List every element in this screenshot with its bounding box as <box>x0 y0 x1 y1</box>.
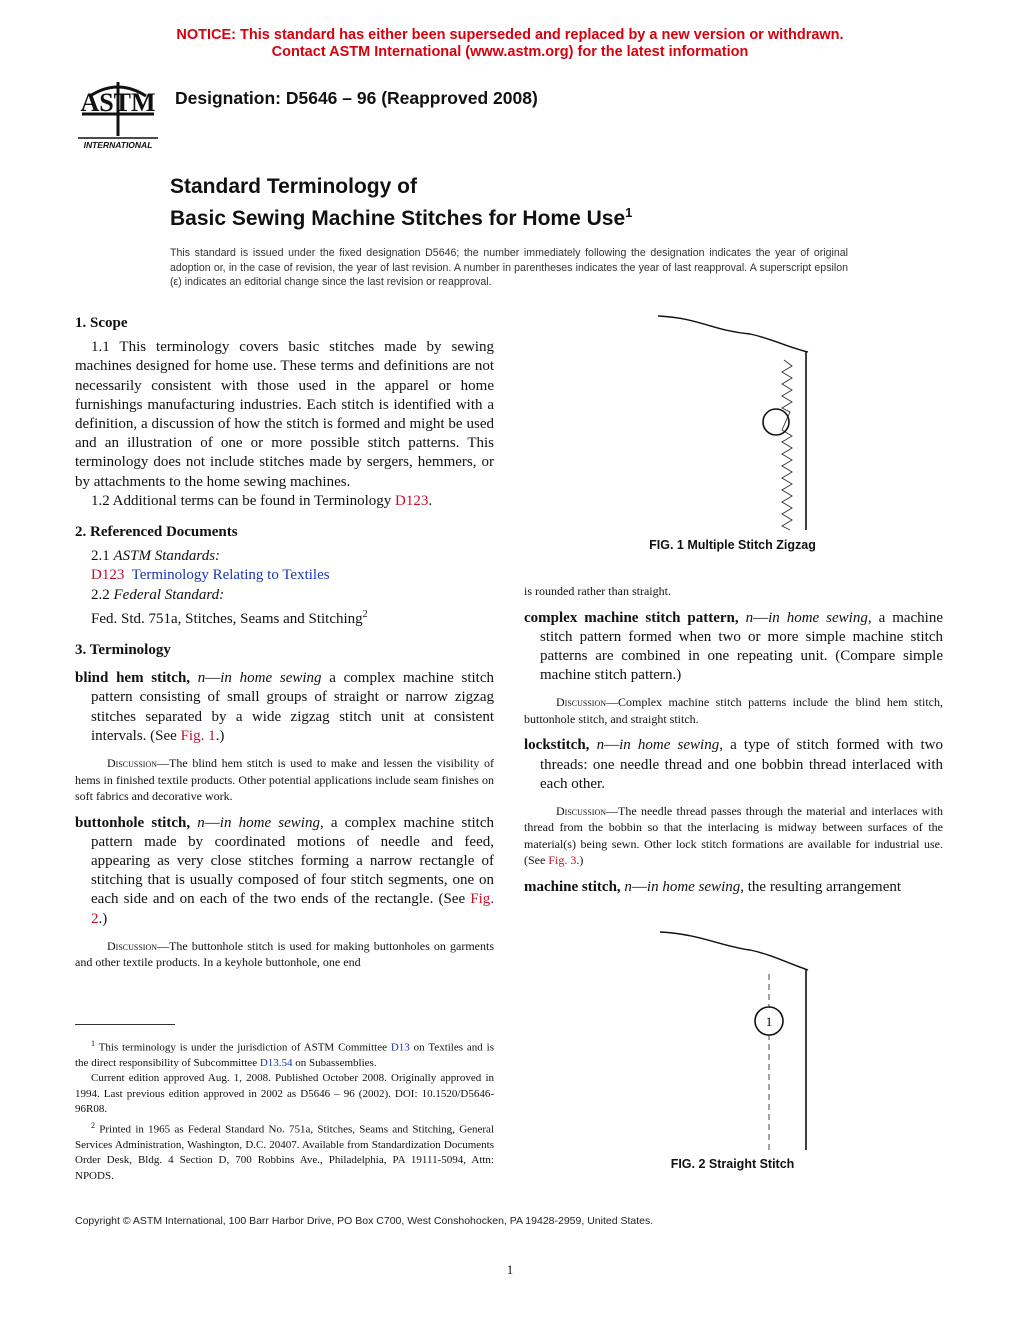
noun-label: n <box>197 670 206 687</box>
noun-label: n <box>596 737 605 754</box>
blind-hem-discussion <box>75 755 494 805</box>
fig-2-caption: FIG. 2 Straight Stitch <box>670 1157 795 1171</box>
context-label: in home sewing <box>646 878 741 895</box>
d123-reference[interactable] <box>75 566 494 585</box>
term-buttonhole-name: buttonhole stitch, <box>75 814 191 831</box>
astm-standards-label <box>75 547 494 566</box>
copyright: Copyright © ASTM International, 100 Barr Harbor Drive, PO Box C700, West Conshohocken, PA 19428-2959, United States. <box>75 1215 654 1227</box>
buttonhole-discussion <box>75 938 494 971</box>
d123-ref-title[interactable]: Terminology Relating to Textiles <box>131 567 330 584</box>
footnote-1-text-b: on Textiles and is the direct responsibility of Subcommittee <box>75 1041 494 1070</box>
figure-2 <box>650 928 830 1154</box>
federal-standard-num: 2.2 <box>91 586 114 603</box>
complex-definition: , a machine stitch pattern formed when two or more simple machine stitch patterns are combined in one repeating unit. (Compare simple machine stitch pattern.) <box>540 609 944 684</box>
fig-3-link[interactable]: Fig. 3 <box>548 853 577 868</box>
term-blind-hem-stitch: blind hem stitch, n—in home sewing a complex machine stitch pattern consisting of small groups of straight or narrow zigzag stitches separated by a wide zigzag stitch unit at consistent intervals. (See Fig. 1.) <box>75 670 495 744</box>
logo-letters: ASTM <box>80 88 156 117</box>
term-lockstitch: lockstitch, n—in home sewing, a type of stitch formed with two threads: one needle thread and one bobbin thread interlaced with each other. <box>524 737 943 792</box>
federal-standard-label <box>75 586 494 605</box>
scope-para-2-end: . <box>428 492 433 509</box>
term-complex-machine-stitch-pattern: complex machine stitch pattern, n—in home sewing, a machine stitch pattern formed when two or more simple machine stitch patterns are combined in one repeating unit. (Compare simple machine stitch pattern.) <box>524 609 944 684</box>
footnote-2-mark: 2 <box>91 1120 95 1130</box>
term-machine-stitch-name: machine stitch, <box>524 878 621 895</box>
fed-std-footnote-mark: 2 <box>362 608 368 620</box>
noun-label: n <box>745 609 754 626</box>
blind-hem-definition: a complex machine stitch pattern consisting of small groups of straight or narrow zigzag stitches separated by a wide zigzag stitch unit at consistent intervals. (See <box>91 670 495 744</box>
buttonhole-definition-end: .) <box>98 910 108 927</box>
footnote-2 <box>75 1118 494 1184</box>
context-label: in home sewing <box>619 737 720 754</box>
footnote-2-text: Printed in 1965 as Federal Standard No. 751a, Stitches, Seams and Stitching, General Services Administration, Washington, D.C. 20407. Available from Standardization Documents Order Desk, Bldg. 4 Section D, 700 Robbins Ave., Philadelphia, PA 19111-5094, Attn: NPODS. <box>75 1123 494 1182</box>
astm-logo <box>76 76 160 154</box>
astm-standards-num: 2.1 <box>91 548 114 565</box>
referenced-heading: 2. Referenced Documents <box>75 524 238 541</box>
fig-2-straight-stitch-drawing <box>650 928 830 1154</box>
designation: Designation: D5646 – 96 (Reapproved 2008) <box>175 88 538 108</box>
scope-para-1: 1.1 This terminology covers basic stitches made by sewing machines designed for home use. These terms and definitions are not necessarily consistent with those used in the apparel or home furnishings manufacturing industries. Each stitch is identified with a definition, a discussion of how the stitch is formed and might be used and an illustration of one or more possible stitch patterns. This terminology does not include stitches made by sergers, hemmers, or by attachments to the home sewing machines. <box>75 339 494 490</box>
noun-label: n <box>624 878 632 895</box>
astm-logo-icon <box>76 76 160 154</box>
lockstitch-discussion-end: .) <box>576 853 584 868</box>
fed-std-reference <box>75 605 494 629</box>
lockstitch-definition: , a type of stitch formed with two threads: one needle thread and one bobbin thread interlaced with each other. <box>540 737 943 792</box>
buttonhole-discussion-continued: is rounded rather than straight. <box>524 584 671 598</box>
footnote-1-edition: Current edition approved Aug. 1, 2008. Published October 2008. Originally approved in 1994. Last previous edition approved in 2002 as D5646 – 96 (2002). DOI: 10.1520/D5646-96R08. <box>75 1072 494 1116</box>
buttonhole-discussion-text: —The buttonhole stitch is used for making buttonholes on garments and other textile products. In a keyhole buttonhole, one end <box>75 938 494 970</box>
scope-heading: 1. Scope <box>75 315 128 331</box>
intro-paragraph: This standard is issued under the fixed designation D5646; the number immediately following the designation indicates the year of original adoption or, in the case of revision, the year of last revision. A number in parentheses indicates the year of last reapproval. A superscript epsilon (ε) indicates an editorial change since the last revision or reapproval. <box>170 247 848 289</box>
fig-1-zigzag-drawing <box>640 312 830 537</box>
page-number: 1 <box>506 1262 514 1277</box>
title-line-2-text: Basic Sewing Machine Stitches for Home Use <box>170 207 626 230</box>
left-column <box>75 314 494 971</box>
document-title <box>170 174 632 232</box>
footnote-1-mark: 1 <box>91 1039 95 1048</box>
d123-link[interactable]: D123 <box>395 492 429 509</box>
discussion-label: Discussion <box>107 756 158 771</box>
title-line-1: Standard Terminology of <box>170 175 417 198</box>
lockstitch-discussion-text: —The needle thread passes through the material and interlaces with thread from the bobbin so that the interlacing is midway between surfaces of the material(s) being sewn. Other lock stitch formations are available for industrial use. (See <box>524 803 943 868</box>
footnotes <box>75 1036 494 1184</box>
noun-label: n <box>197 814 205 831</box>
discussion-label: Discussion <box>556 803 607 818</box>
blind-hem-definition-end: .) <box>215 727 225 744</box>
fig-2-link[interactable]: Fig. 2 <box>91 891 494 927</box>
discussion-label: Discussion <box>556 695 607 710</box>
buttonhole-definition: , a complex machine stitch pattern made by coordinated motions of needle and feed, appearing as very close stitches forming a narrow rectangle of stitching that is usually composed of four stitch segments, one on each side and on each of the two ends of the rectangle. (See <box>91 814 494 908</box>
scope-para-2-text: 1.2 Additional terms can be found in Terminology <box>91 492 396 509</box>
context-label: in home sewing <box>220 670 322 687</box>
term-lockstitch-name: lockstitch, <box>524 737 590 754</box>
terminology-heading: 3. Terminology <box>75 642 171 659</box>
lockstitch-discussion <box>524 803 943 869</box>
context-label: in home sewing <box>768 609 868 626</box>
title-footnote-mark: 1 <box>625 205 633 220</box>
logo-subtitle: INTERNATIONAL <box>83 140 153 150</box>
footnote-rule <box>75 1024 175 1025</box>
notice-line-2: Contact ASTM International (www.astm.org) for the latest information <box>271 44 749 60</box>
footnote-1-text-a: This terminology is under the jurisdiction of ASTM Committee <box>95 1041 391 1054</box>
fig-2-marker: 1 <box>765 1014 773 1029</box>
scope-para-2 <box>75 492 494 511</box>
term-buttonhole-stitch: buttonhole stitch, n—in home sewing, a complex machine stitch pattern made by coordinated motions of needle and feed, appearing as very close stitches forming a narrow rectangle of stitching that is usually composed of four stitch segments, one on each side and on each of the two ends of the rectangle. (See Fig. 2.) <box>75 814 494 927</box>
complex-discussion-text: —Complex machine stitch patterns include the blind hem stitch, buttonhole stitch, and straight stitch. <box>524 695 943 726</box>
title-line-2 <box>170 200 632 232</box>
notice-banner <box>0 27 1020 61</box>
fig-1-caption: FIG. 1 Multiple Stitch Zigzag <box>649 538 816 552</box>
astm-standards-text: ASTM Standards: <box>113 548 221 565</box>
context-label: in home sewing <box>219 814 320 831</box>
figure-1 <box>640 312 830 537</box>
notice-line-1: NOTICE: This standard has either been superseded and replaced by a new version or withdrawn. <box>176 27 844 43</box>
d123-ref-code[interactable]: D123 <box>91 567 125 584</box>
footnote-1 <box>75 1036 494 1071</box>
term-blind-hem-name: blind hem stitch, <box>75 670 191 687</box>
federal-standard-text: Federal Standard: <box>113 586 225 603</box>
footnote-1-text-c: on Subassemblies. <box>292 1057 377 1070</box>
committee-d13-link[interactable]: D13 <box>390 1041 410 1054</box>
right-column <box>524 583 943 897</box>
fed-std-text: Fed. Std. 751a, Stitches, Seams and Stitching <box>91 610 363 627</box>
blind-hem-discussion-text: —The blind hem stitch is used to make and lessen the visibility of hems in finished textile products. Other potential applications include seam finishes on soft fabrics and decorative work. <box>75 756 494 804</box>
subcommittee-d13-54-link[interactable]: D13.54 <box>259 1057 293 1070</box>
fig-1-link[interactable]: Fig. 1 <box>180 727 216 744</box>
term-machine-stitch: machine stitch, n—in home sewing, the resulting arrangement <box>524 878 902 895</box>
term-complex-name: complex machine stitch pattern, <box>524 609 739 626</box>
machine-stitch-definition: , the resulting arrangement <box>740 878 902 895</box>
discussion-label: Discussion <box>107 938 158 953</box>
complex-discussion <box>524 694 943 727</box>
